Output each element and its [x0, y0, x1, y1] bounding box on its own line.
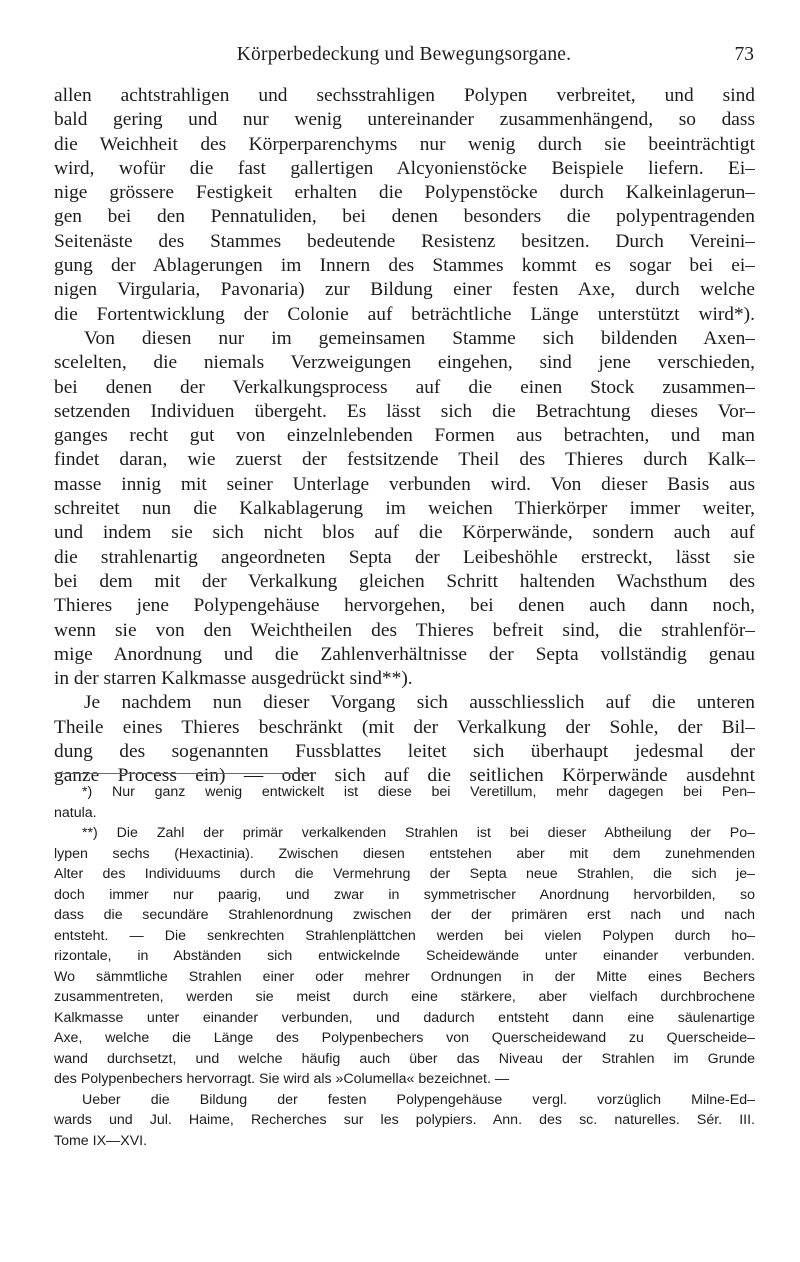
footnote-line: Wo sämmtliche Strahlen einer oder mehrer Ordnungen in der Mitte eines Bechers [54, 968, 755, 985]
text-line: scelelten, die niemals Verzweigungen eingehen, sind jene verschieden, [54, 352, 755, 374]
text-line: gen bei den Pennatuliden, bei denen besonders die polypentragenden [54, 206, 755, 228]
footnote-line: wards und Jul. Haime, Recherches sur les polypiers. Ann. des sc. naturelles. Sér. III. [54, 1112, 755, 1128]
footnote-line: Ueber die Bildung der festen Polypengehäuse vergl. vorzüglich Milne-Ed– [82, 1091, 755, 1108]
text-line: setzenden Individuen übergeht. Es lässt sich die Betrachtung dieses Vor– [54, 400, 755, 422]
text-line: ganges recht gut von einzelnlebenden Formen aus betrachten, und man [54, 425, 755, 447]
main-text [54, 84, 755, 789]
text-line: bei denen der Verkalkungsprocess auf die einen Stock zusammen– [54, 376, 755, 398]
text-line: findet daran, wie zuerst der festsitzende Theil des Thieres durch Kalk– [54, 449, 755, 471]
text-line: gung der Ablagerungen im Innern des Stammes kommt es sogar bei ei– [54, 255, 755, 277]
footnote-line: Tome IX—XVI. [54, 1132, 148, 1149]
text-line: dung des sogenannten Fussblattes leitet sich überhaupt jedesmal der [54, 741, 755, 763]
text-line: masse innig mit seiner Unterlage verbunden wird. Von dieser Basis aus [54, 473, 755, 495]
text-line: ganze Process ein) — oder sich auf die seitlichen Körperwände ausdehnt [54, 765, 755, 787]
text-line: Theile eines Thieres beschränkt (mit der Verkalkung der Sohle, der Bil– [54, 716, 755, 738]
footnote-line: lypen sechs (Hexactinia). Zwischen diesen entstehen aber mit dem zunehmenden [54, 845, 755, 862]
footnote-line: dass die secundäre Strahlenordnung zwischen der der primären erst nach und nach [54, 907, 755, 923]
footnote-line: zusammentreten, werden sie meist durch eine stärkere, aber vielfach durchbrochene [54, 989, 755, 1005]
footnote-line: entsteht. — Die senkrechten Strahlenplättchen werden bei vielen Polypen durch ho– [54, 927, 755, 944]
text-line: schreitet nun die Kalkablagerung im weichen Thierkörper immer weiter, [54, 498, 755, 520]
text-line: Thieres jene Polypengehäuse hervorgehen, bei denen auch dann noch, [54, 595, 755, 617]
text-line: in der starren Kalkmasse ausgedrückt sind**). [54, 668, 413, 690]
footnote-line: natula. [54, 804, 97, 821]
running-title: Körperbedeckung und Bewegungsorgane. [236, 44, 572, 65]
running-head [54, 44, 754, 74]
footnote-line: Axe, welche die Länge des Polypenbechers von Querscheidewand zu Querscheide– [54, 1030, 755, 1046]
footnote-line: **) Die Zahl der primär verkalkenden Strahlen ist bei dieser Abtheilung der Po– [82, 825, 755, 841]
footnote-line: rizontale, in Abständen sich entwickelnde Scheidewände unter einander verbunden. [54, 948, 755, 964]
page-number: 73 [734, 44, 754, 65]
text-line: Seitenäste des Stammes bedeutende Resistenz besitzen. Durch Vereini– [54, 230, 755, 252]
text-line: wird, wofür die fast gallertigen Alcyonienstöcke Beispiele liefern. Ei– [54, 157, 755, 179]
footnote-line: wand durchsetzt, und welche häufig auch über das Niveau der Strahlen im Grunde [54, 1050, 755, 1067]
footnote-line: Kalkmasse unter einander verbunden, und dadurch entsteht dann eine säulenartige [54, 1009, 755, 1026]
text-line: Je nachdem nun dieser Vorgang sich ausschliesslich auf die unteren [84, 692, 755, 714]
text-line: mige Anordnung und die Zahlenverhältnisse der Septa vollständig genau [54, 643, 755, 665]
footnote-line: *) Nur ganz wenig entwickelt ist diese bei Veretillum, mehr dagegen bei Pen– [82, 784, 755, 800]
text-line: Von diesen nur im gemeinsamen Stamme sich bildenden Axen– [84, 327, 755, 349]
footnote-line: doch immer nur paarig, und zwar in symmetrischer Anordnung hervorbilden, so [54, 886, 755, 903]
text-line: wenn sie von den Weichtheilen des Thieres befreit sind, die strahlenför– [54, 619, 755, 641]
footnote-line: des Polypenbechers hervorragt. Sie wird als »Columella« bezeichnet. — [54, 1071, 510, 1087]
footnote-separator [54, 773, 311, 774]
footnotes [54, 782, 755, 1151]
text-line: bald gering und nur wenig untereinander zusammenhängend, so dass [54, 109, 755, 131]
text-line: bei dem mit der Verkalkung gleichen Schritt haltenden Wachsthum des [54, 570, 755, 592]
text-line: und indem sie sich nicht blos auf die Körperwände, sondern auch auf [54, 522, 755, 544]
text-line: die strahlenartig angeordneten Septa der Leibeshöhle erstreckt, lässt sie [54, 546, 755, 568]
text-line: die Fortentwicklung der Colonie auf beträchtliche Länge unterstützt wird*). [54, 303, 755, 325]
text-line: die Weichheit des Körperparenchyms nur wenig durch sie beeinträchtigt [54, 133, 755, 155]
footnote-line: Alter des Individuums durch die Vermehrung der Septa neue Strahlen, die sich je– [54, 866, 755, 882]
text-line: nige grössere Festigkeit erhalten die Polypenstöcke durch Kalkeinlagerun– [54, 182, 755, 204]
text-line: allen achtstrahligen und sechsstrahligen Polypen verbreitet, und sind [54, 85, 755, 106]
text-line: nigen Virgularia, Pavonaria) zur Bildung einer festen Axe, durch welche [54, 279, 755, 301]
